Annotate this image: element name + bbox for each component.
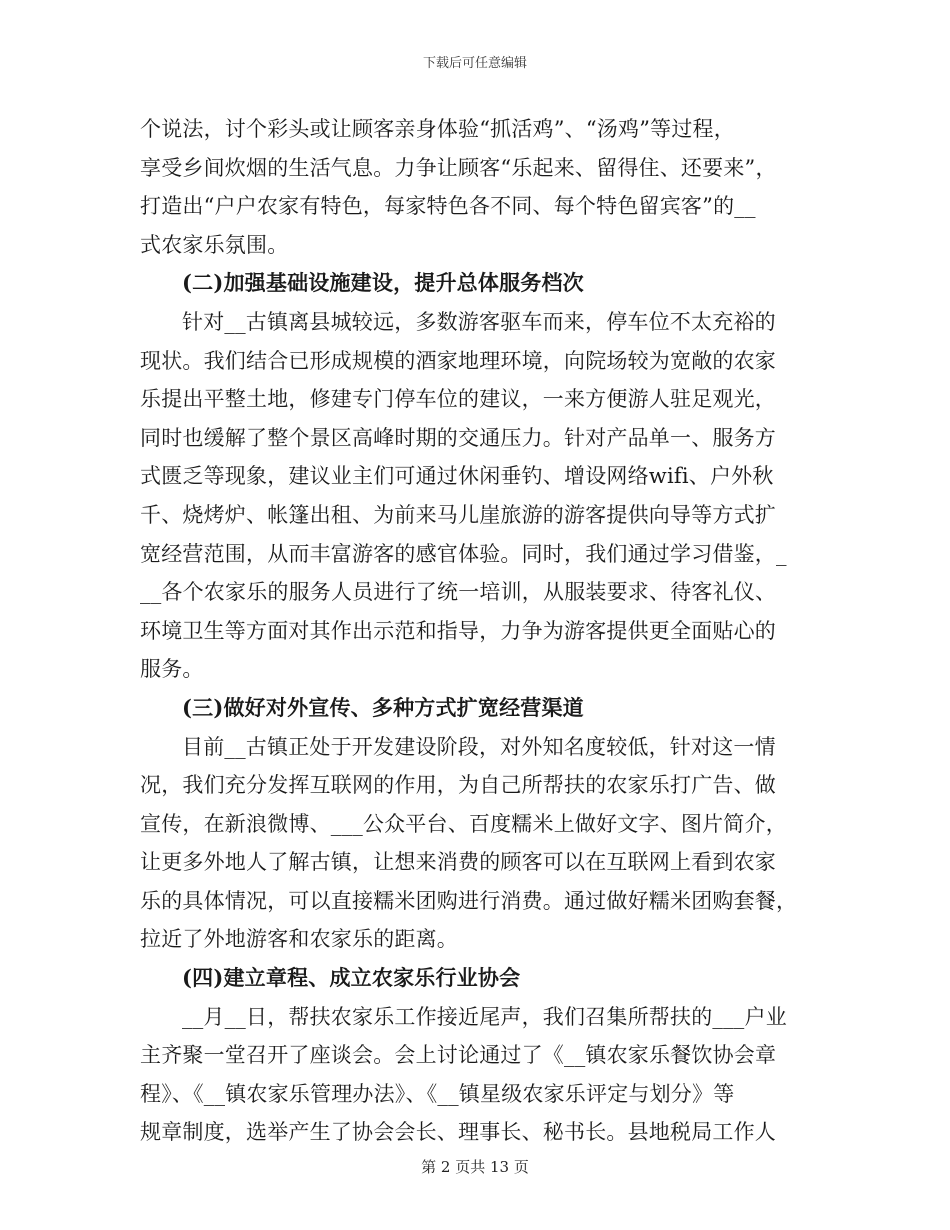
page-footer: 第 2 页共 13 页 [421, 1158, 529, 1176]
paragraph-line: 千、烧烤炉、帐篷出租、为前来马儿崖旅游的游客提供向导等方式扩 [140, 502, 776, 527]
paragraph-line: __各个农家乐的服务人员进行了统一培训，从服装要求、待客礼仪、 [140, 580, 777, 605]
paragraph-line: 规章制度，选举产生了协会会长、理事长、秘书长。县地税局工作人 [140, 1120, 776, 1145]
paragraph-line: 乐的具体情况，可以直接糯米团购进行消费。通过做好糯米团购套餐， [140, 888, 798, 913]
paragraph-line: 宣传，在新浪微博、___公众平台、百度糯米上做好文字、图片简介， [140, 811, 787, 836]
section-heading: (二)加强基础设施建设，提升总体服务档次 [182, 270, 584, 296]
paragraph-line: 乐提出平整土地，修建专门停车位的建议，一来方便游人驻足观光， [140, 387, 776, 412]
paragraph-line: 拉近了外地游客和农家乐的距离。 [140, 927, 458, 952]
section-heading: (三)做好对外宣传、多种方式扩宽经营渠道 [182, 694, 584, 720]
paragraph-line: 打造出“户户农家有特色，每家特色各不同、每个特色留宾客”的__ [140, 194, 756, 219]
document-body [140, 110, 805, 1152]
paragraph-line: 主齐聚一堂召开了座谈会。会上讨论通过了《__镇农家乐餐饮协会章 [140, 1043, 777, 1068]
page-header: 下载后可任意编辑 [422, 56, 527, 71]
paragraph-line: 式匮乏等现象，建议业主们可通过休闲垂钓、增设网络wifi、户外秋 [140, 464, 774, 489]
paragraph-line: 程》、《__镇农家乐管理办法》、《__镇星级农家乐评定与划分》等 [140, 1081, 735, 1106]
paragraph-line: __月__日，帮扶农家乐工作接近尾声，我们召集所帮扶的___户业 [182, 1004, 787, 1029]
paragraph-line: 服务。 [140, 657, 204, 682]
paragraph-line: 宽经营范围，从而丰富游客的感官体验。同时，我们通过学习借鉴，_ [140, 541, 787, 566]
paragraph-line: 针对__古镇离县城较远，多数游客驱车而来，停车位不太充裕的 [182, 309, 776, 334]
paragraph-line: 个说法，讨个彩头或让顾客亲身体验“抓活鸡”、“汤鸡”等过程， [140, 117, 735, 141]
paragraph-line: 目前__古镇正处于开发建设阶段，对外知名度较低，针对这一情 [182, 734, 776, 759]
paragraph-line: 让更多外地人了解古镇，让想来消费的顾客可以在互联网上看到农家 [140, 850, 776, 875]
paragraph-line: 式农家乐氛围。 [140, 232, 289, 257]
paragraph-line: 享受乡间炊烟的生活气息。力争让顾客“乐起来、留得住、还要来”， [140, 155, 777, 180]
paragraph-line: 环境卫生等方面对其作出示范和指导，力争为游客提供更全面贴心的 [140, 618, 776, 643]
paragraph-line: 现状。我们结合已形成规模的酒家地理环境，向院场较为宽敞的农家 [140, 348, 776, 373]
section-heading: (四)建立章程、成立农家乐行业协会 [182, 965, 521, 991]
paragraph-line: 同时也缓解了整个景区高峰时期的交通压力。针对产品单一、服务方 [140, 425, 776, 450]
paragraph-line: 况，我们充分发挥互联网的作用，为自己所帮扶的农家乐打广告、做 [140, 773, 776, 798]
